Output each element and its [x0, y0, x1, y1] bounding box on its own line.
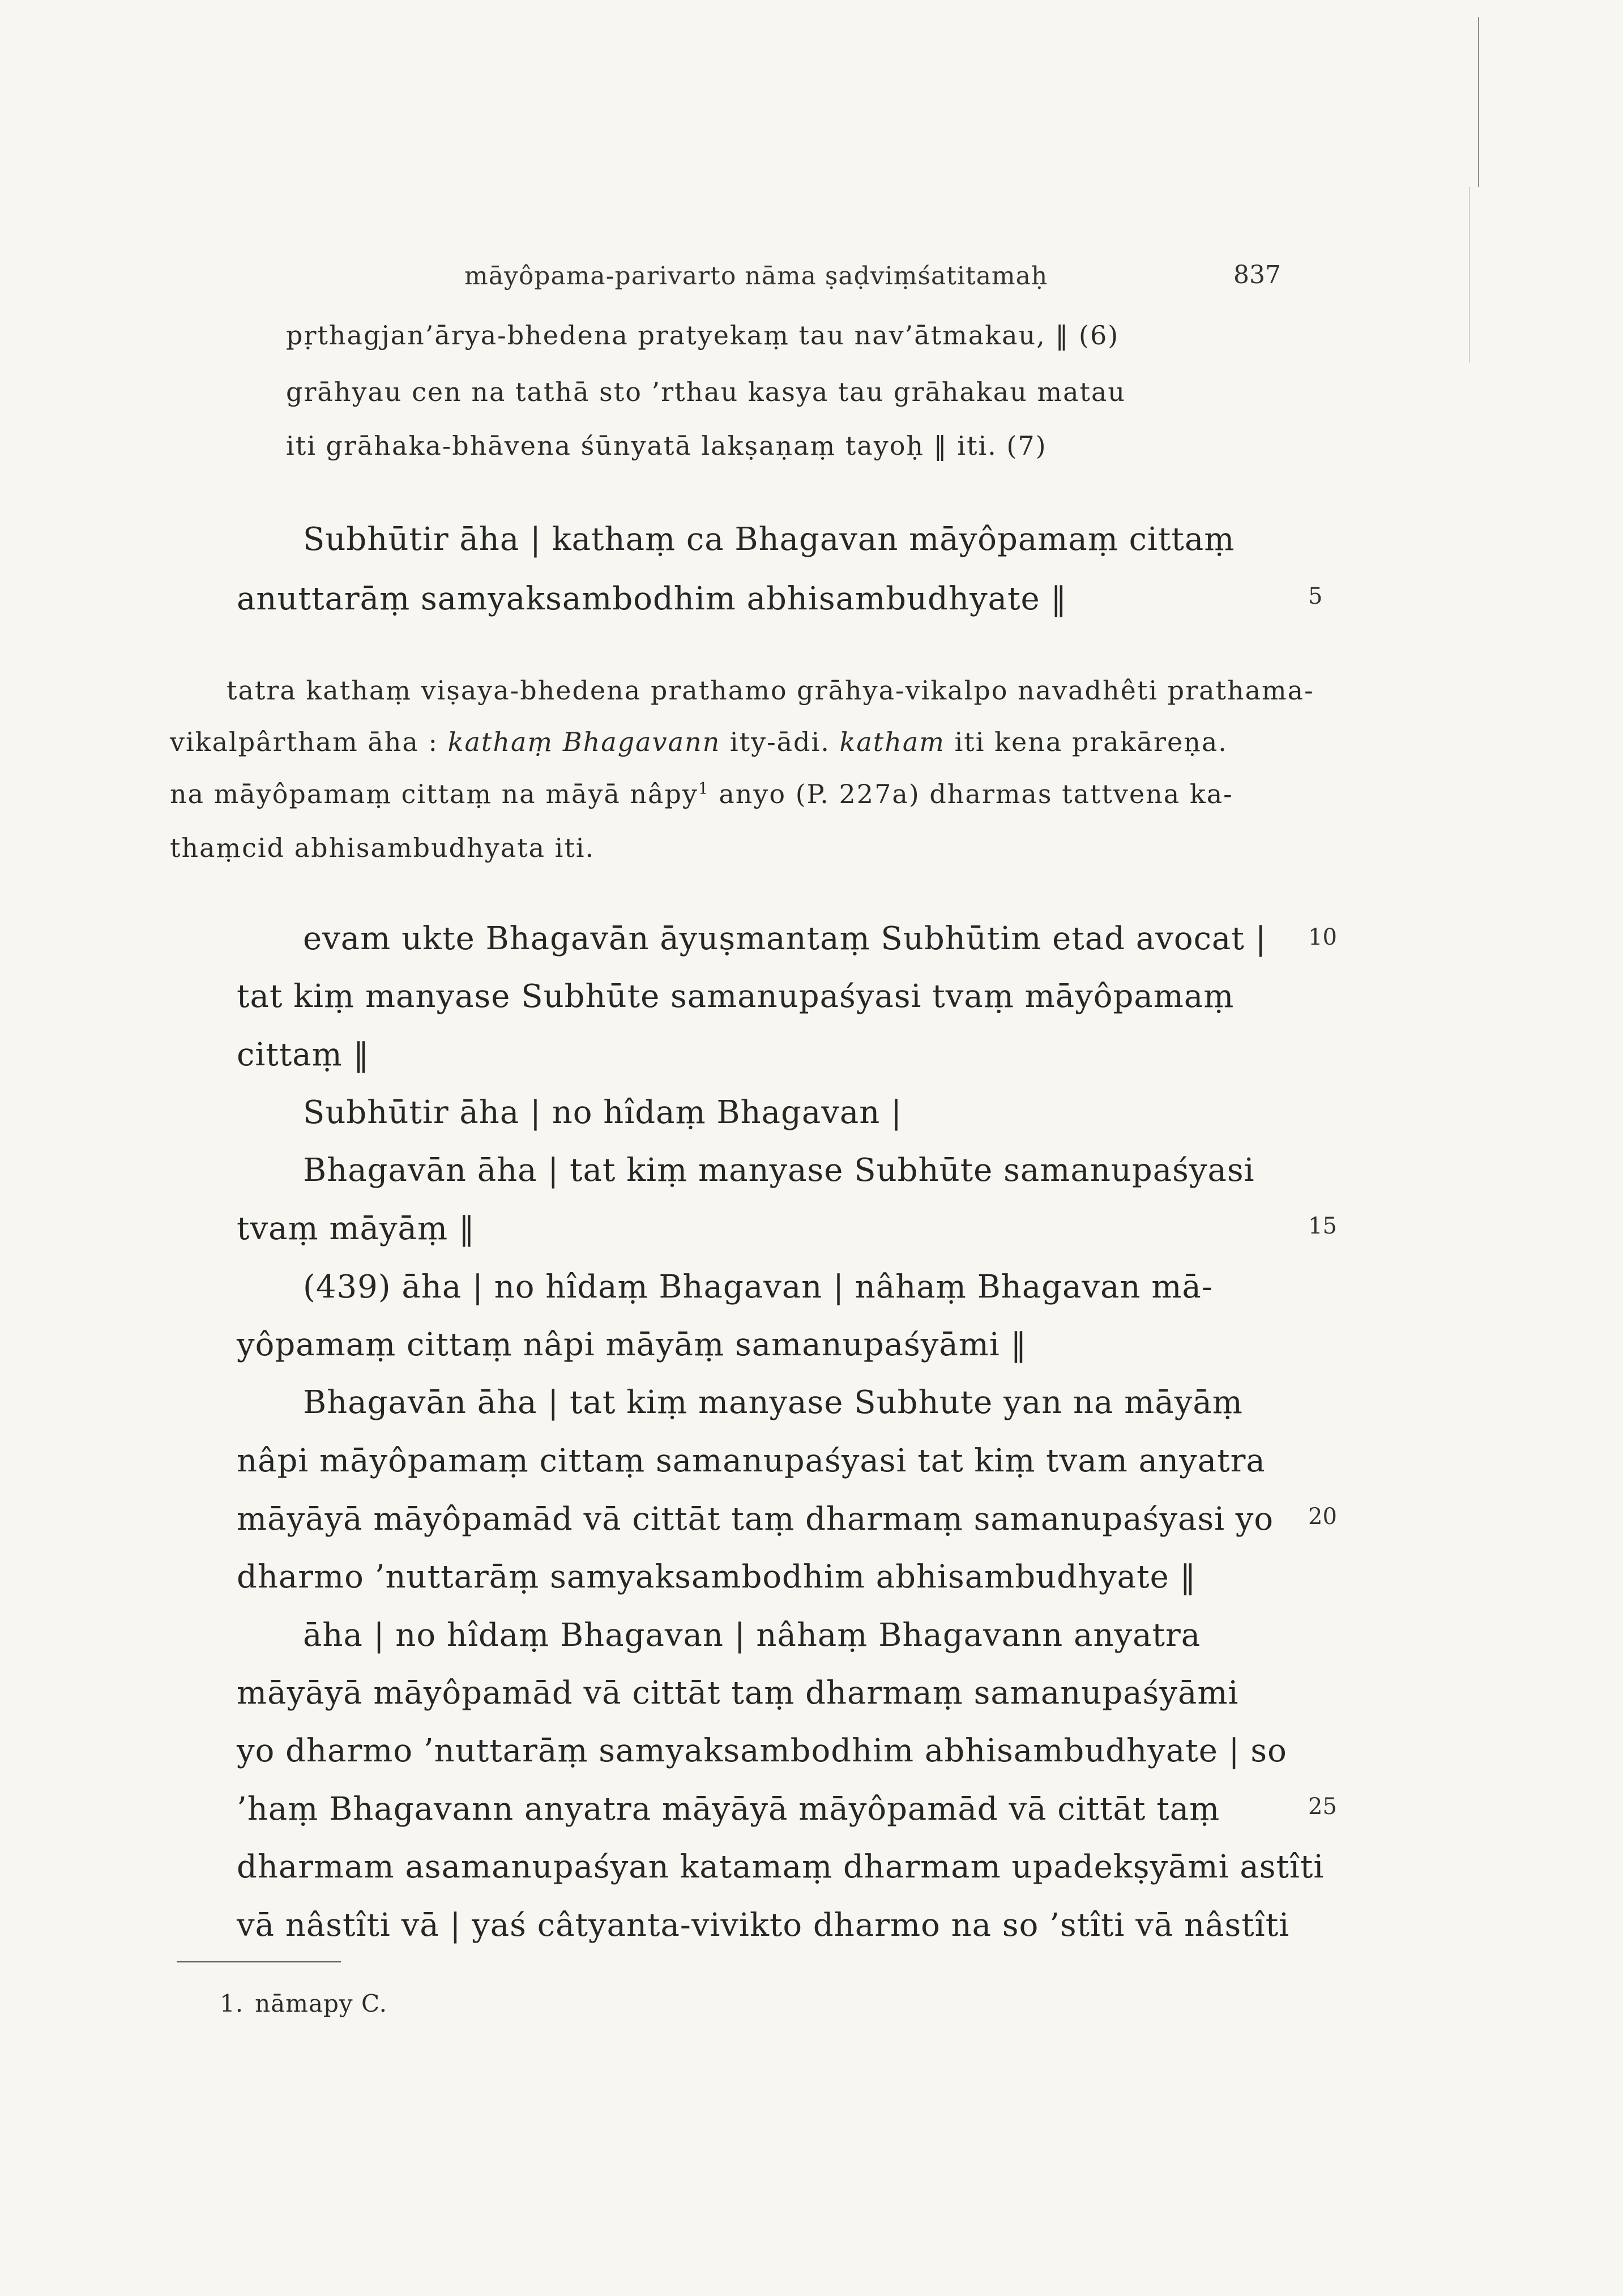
text-line: dharmam asamanupaśyan katamaṃ dharmam upadekṣyāmi astîti	[237, 1849, 1325, 1885]
footnote	[220, 1990, 387, 2017]
text-line: Subhūtir āha | kathaṃ ca Bhagavan māyôpamaṃ cittaṃ	[303, 521, 1235, 558]
text-line: nâpi māyôpamaṃ cittaṃ samanupaśyasi tat kiṃ tvam anyatra	[237, 1443, 1266, 1479]
line-number: 5	[1308, 583, 1323, 609]
commentary-text: anyo (P. 227a) dharmas tattvena ka-	[719, 779, 1233, 809]
commentary-line	[170, 779, 1233, 809]
text-line: Subhūtir āha | no hîdaṃ Bhagavan |	[303, 1094, 902, 1131]
text-line: dharmo ’nuttarāṃ samyaksambodhim abhisambudhyate ‖	[237, 1559, 1197, 1595]
verse-line: iti grāhaka-bhāvena śūnyatā lakṣaṇaṃ tayoḥ ‖ iti. (7)	[286, 430, 1047, 461]
commentary-text: ity-ādi.	[729, 727, 830, 757]
commentary-line: tatra kathaṃ viṣaya-bhedena prathamo grāhya-vikalpo navadhêti prathama-	[227, 675, 1314, 706]
commentary-text: vikalpârtham āha :	[170, 727, 438, 757]
footnote-divider	[177, 1961, 341, 1962]
commentary-line	[170, 727, 1228, 757]
text-line: āha | no hîdaṃ Bhagavan | nâhaṃ Bhagavann anyatra	[303, 1617, 1201, 1654]
text-line: Bhagavān āha | tat kiṃ manyase Subhute yan na māyāṃ	[303, 1384, 1243, 1421]
line-number: 10	[1308, 924, 1337, 950]
commentary-line: thaṃcid abhisambudhyata iti.	[170, 833, 595, 863]
commentary-italic: katham	[839, 727, 945, 757]
text-line: vā nâstîti vā | yaś câtyanta-vivikto dharmo na so ’stîti vā nâstîti	[237, 1907, 1290, 1944]
text-line: māyāyā māyôpamād vā cittāt taṃ dharmaṃ samanupaśyasi yo	[237, 1501, 1274, 1538]
page-number: 837	[1233, 261, 1281, 289]
commentary-text: na māyôpamaṃ cittaṃ na māyā nâpy	[170, 779, 698, 809]
page-edge-mark	[1469, 187, 1470, 362]
footnote-text: nāmapy C.	[255, 1990, 387, 2017]
footnote-number: 1.	[220, 1990, 244, 2017]
verse-line: pṛthagjan’ārya-bhedena pratyekaṃ tau nav’ātmakau, ‖ (6)	[286, 320, 1120, 351]
footnote-ref: 1	[698, 779, 710, 798]
text-line: tvaṃ māyāṃ ‖	[237, 1210, 475, 1247]
text-line: ’haṃ Bhagavann anyatra māyāyā māyôpamād vā cittāt taṃ	[237, 1791, 1220, 1828]
commentary-text: iti kena prakāreṇa.	[954, 727, 1228, 757]
line-number: 25	[1308, 1794, 1337, 1820]
line-number: 15	[1308, 1213, 1337, 1239]
text-line: tat kiṃ manyase Subhūte samanupaśyasi tvaṃ māyôpamaṃ	[237, 978, 1235, 1015]
text-line: evam ukte Bhagavān āyuṣmantaṃ Subhūtim etad avocat |	[303, 920, 1267, 957]
page-edge-mark	[1478, 17, 1479, 187]
text-line: yo dharmo ’nuttarāṃ samyaksambodhim abhisambudhyate | so	[237, 1732, 1287, 1769]
text-line: anuttarāṃ samyaksambodhim abhisambudhyate ‖	[237, 581, 1067, 617]
text-line: cittaṃ ‖	[237, 1036, 370, 1073]
running-header: māyôpama-parivarto nāma ṣaḍviṃśatitamaḥ	[464, 262, 1048, 291]
commentary-italic: kathaṃ Bhagavann	[447, 727, 721, 757]
line-number: 20	[1308, 1504, 1337, 1530]
text-line: māyāyā māyôpamād vā cittāt taṃ dharmaṃ samanupaśyāmi	[237, 1675, 1239, 1712]
text-line: Bhagavān āha | tat kiṃ manyase Subhūte samanupaśyasi	[303, 1152, 1255, 1189]
verse-line: grāhyau cen na tathā sto ’rthau kasya tau grāhakau matau	[286, 377, 1126, 407]
text-line: yôpamaṃ cittaṃ nâpi māyāṃ samanupaśyāmi ‖	[237, 1326, 1027, 1363]
text-line: (439) āha | no hîdaṃ Bhagavan | nâhaṃ Bhagavan mā-	[303, 1269, 1213, 1305]
